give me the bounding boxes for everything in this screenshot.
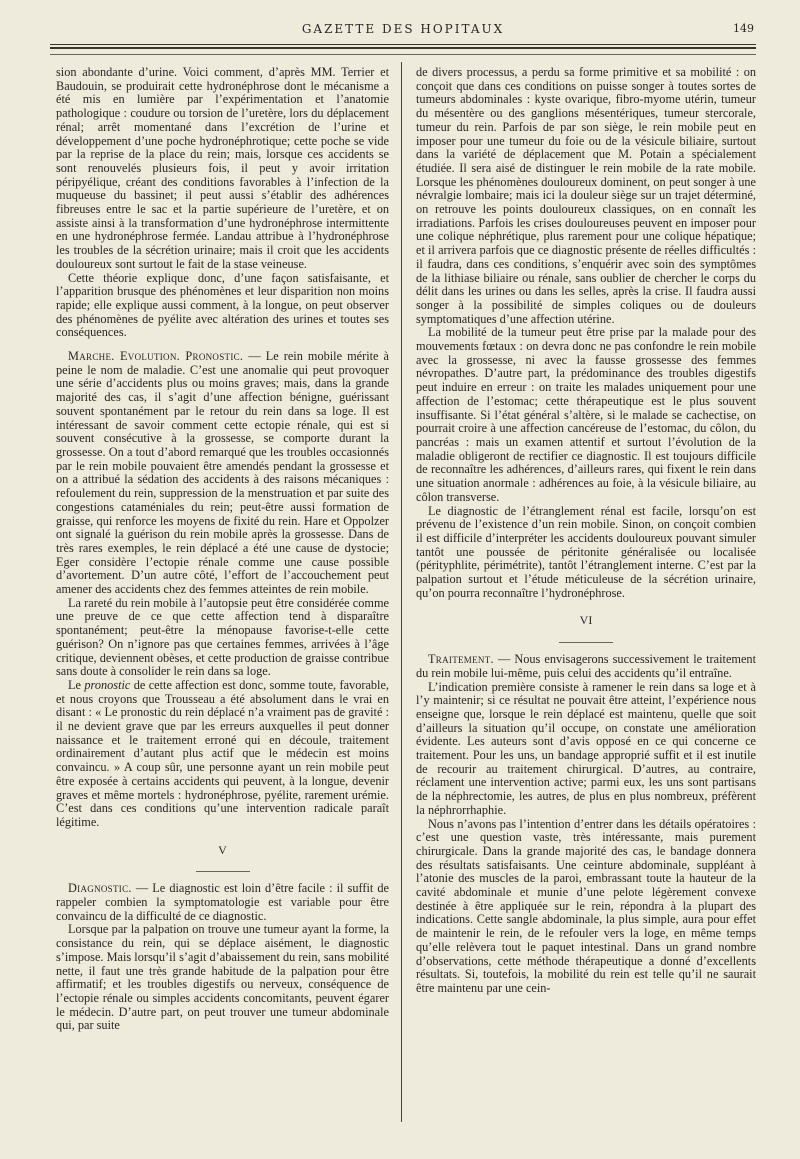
paragraph: sion abondante d’urine. Voici comment, d’après MM. Terrier et Baudouin, se produirait cette hydronéphrose dont le mécanisme a été mis en lumière par l’expérimentation et l’anatomie pathologique : coudure ou torsion de l’uretère, lors du déplacement rénal; arrêt momentané dans l’excrétion de l’urine et développement d’une poche hydronéphrotique; cette poche se vide par la reprise de la place du rein; mais, lorsque ces accidents se sont renouvelés plusieurs fois, il peut y avoir irritation péripyélique, créant des conditions favorables à l’infection de la muqueuse du bassinet; il peut aussi s’établir des adhérences fibreuses entre le sac et la partie supérieure de l’uretère, et on assiste ainsi à la transformation d’une hydronéphrose intermittente en une hydronéphrose fermée. Landau attribue à l’hydronéphrose les troubles de la sécrétion urinaire; mais il croit que les accidents douloureux sont surtout le fait de la stase veineuse. bbox=[56, 65, 389, 271]
section-heading-traitement: Traitement. bbox=[428, 652, 494, 667]
paragraph: Le diagnostic de l’étranglement rénal est facile, lorsqu’on est prévenu de l’existence d’un rein mobile. Sinon, on conçoit combien il est difficile d’interpréter les accidents douloureux pouvant simuler tantôt une poussée de péritonite généralisée ou localisée (pérityphlite, périmétrite), tantôt l’étranglement interne. C’est par la palpation surtout et l’étude méticuleuse de la sécrétion urinaire, qu’on pourra reconnaître l’hydronéphrose. bbox=[416, 503, 756, 600]
header-rule bbox=[50, 44, 756, 49]
paragraph: La mobilité de la tumeur peut être prise par la malade pour des mouvements fœtaux : on devra donc ne pas confondre le rein mobile avec la grossesse, ni avec la fausse grossesse des femmes névropathes. D’autre part, la prédominance des troubles digestifs peut induire en erreur : on traite les malades uniquement pour une affection de l’estomac; cette thérapeutique est le plus souvent insuffisante. Si l’état général s’altère, si le malade se cachectise, on pourrait croire à une affection cancéreuse de l’estomac, du côlon, du pancréas : mais un examen attentif et surtout l’évolution de la maladie obligeront de rectifier ce diagnostic. Il est toujours difficile de reconnaître les adhérences, d’ailleurs rares, qui fixent le rein dans une situation anormale : adhérences au foie, à la vésicule biliaire, au côlon transverse. bbox=[416, 325, 756, 504]
paragraph: La rareté du rein mobile à l’autopsie peut être considérée comme une preuve de ce que cette affection tend à disparaître spontanément; peut-être la ménopause favorise-t-elle cette guérison? On n’ignore pas que certaines femmes, arrivées à l’âge critique, deviennent obèses, et cette production de graisse contribue sans doute à consolider le rein dans sa loge. bbox=[56, 595, 389, 679]
section-rule bbox=[196, 871, 250, 872]
paragraph-diagnostic bbox=[56, 882, 389, 923]
paragraph-lead: Le bbox=[68, 677, 85, 692]
right-column bbox=[416, 66, 756, 996]
paragraph-text: — Le rein mobile mérite à peine le nom de maladie. C’est une anomalie qui peut provoquer une série d’accidents plus ou moins graves; mais, dans la grande majorité des cas, il s’agit d’une affection bénigne, guérissant souvent spontanément par le retour du rein dans sa loge. Il est intéressant de savoir comment cette ectopie rénale, qui est si souvent consécutive à la grossesse, se comporte durant la grossesse. On a tout d’abord remarqué que les troubles occasionnés par le rein mobile pouvaient être amendés pendant la grossesse et on a attribué la sédation des accidents à des raisons mécaniques : refoulement du rein, suppression de la menstruation et par suite des congestions cataméniales du rein; peut-être aussi formation de graisse, qui renforce les moyens de fixité du rein. Hare et Oppolzer ont signalé la guérison du rein mobile après la grossesse. Dans de très rares exemples, le rein déplacé a été une cause de dystocie; Eger considère l’ectopie rénale comme une cause possible d’avortement. D’un autre côté, l’effort de l’accouchement peut amener des accidents chez des femmes atteintes de rein mobile. bbox=[56, 349, 389, 597]
paragraph-pronostic bbox=[56, 679, 389, 830]
paragraph: Cette théorie explique donc, d’une façon satisfaisante, et l’apparition brusque des phénomènes et leur disparition non moins rapide; elle explique aussi comment, à la longue, on peut observer des phénomènes de pyélite avec altération des urines et toutes ses conséquences. bbox=[56, 270, 389, 340]
paragraph-text: — Le diagnostic est loin d’être facile : il suffit de rappeler combien la symptomatologie est variable pour être convaincu de la difficulté de ce diagnostic. bbox=[56, 881, 389, 923]
paragraph-marche bbox=[56, 350, 389, 597]
section-number-v: V bbox=[218, 842, 227, 857]
journal-title: GAZETTE DES HOPITAUX bbox=[301, 22, 505, 36]
page-header bbox=[50, 22, 756, 42]
emphasis-pronostic: pronostic bbox=[84, 677, 131, 692]
page-number: 149 bbox=[733, 22, 754, 35]
paragraph: Lorsque par la palpation on trouve une tumeur ayant la forme, la consistance du rein, qui se déplace aisément, le diagnostic s’impose. Mais lorsqu’il s’agit d’abaissement du rein, sans mobilité nette, il faut une très grande habitude de la palpation pour être affirmatif; et les troubles digestifs ou nerveux, conséquence de l’ectopie rénale ou simples accidents concomitants, peuvent égarer le médecin. D’autre part, on peut trouver une tumeur abdominale qui, par suite bbox=[56, 922, 389, 1033]
paragraph: Nous n’avons pas l’intention d’entrer dans les détails opératoires : c’est une question vaste, très intéressante, mais purement chirurgicale. Dans la grande majorité des cas, le bandage donnera des résultats satisfaisants. Une ceinture abdominale, suppléant à l’atonie des muscles de la paroi, embrassant toute la hauteur de la cavité abdominale et munie d’une pelote légèrement convexe destinée à être appliquée sur le rein, répondra à la plupart des indications. Cette sangle abdominale, la plus simple, aura pour effet de maintenir le rein, de le refouler vers la loge, en même temps qu’elle relèvera tout le paquet intestinal. Dans un grand nombre d’observations, cette méthode thérapeutique a donné d’excellents résultats. Si, toutefois, la mobilité du rein est telle qu’il ne saurait être maintenu par une cein- bbox=[416, 816, 756, 995]
paragraph: de divers processus, a perdu sa forme primitive et sa mobilité : on conçoit que dans ces conditions on puisse songer à toutes sortes de tumeurs abdominales : kyste ovarique, fibro-myome utérin, tumeur du mésentère ou des ganglions mésentériques, tumeur stercorale, tumeur du rein. Parfois de par son siège, le rein mobile peut en imposer pour une tumeur du foie ou de la vésicule biliaire, surtout dans la variété de déplacement que M. Potain a spécialement étudiée. Il sera aisé de distinguer le rein mobile de la rate mobile. Lorsque les phénomènes douloureux dominent, on peut songer à une névralgie lombaire; mais ici la douleur siège sur un trajet déterminé, on retrouve les points douloureux classiques, on en connaît les irradiations. Parfois les crises douloureuses peuvent en imposer pour une colique néphrétique, plus rarement pour une colique hépatique; et il arrivera parfois que ce diagnostic présente de réelles difficultés : il faudra, dans ces conditions, s’enquérir avec soin des symptômes de la lithiase biliaire ou rénale, sans oublier de chercher le corps du délit dans les urines ou dans les selles, après la crise. Il faudra aussi songer à la possibilité de simples coliques ou de douleurs symptomatiques d’une affection utérine. bbox=[416, 65, 756, 326]
column-divider bbox=[401, 62, 402, 1122]
left-column bbox=[56, 66, 389, 1033]
paragraph: L’indication première consiste à ramener le rein dans sa loge et à l’y maintenir; si ce résultat ne pouvait être atteint, l’expérience nous enseigne que, lorsque le rein déplacé est maintenu, quelle que soit d’ailleurs la situation qu’il occupe, on constate une amélioration évidente. Les auteurs sont d’avis opposé en ce qui concerne ce traitement. Pour les uns, un bandage approprié suffit et il est inutile de recourir au traitement chirurgical. D’autres, au contraire, réclament une intervention active; parmi eux, les uns sont partisans de la néphrectomie, les autres, de plus en plus nombreux, préfèrent la néphrorrhaphie. bbox=[416, 679, 756, 817]
paragraph-text: de cette affection est donc, somme toute, favorable, et nous croyons que Trousseau a été absolument dans le vrai en disant : « Le pronostic du rein déplacé n’a vraiment pas de gravité : il ne devient grave que par les erreurs auxquelles il peut donner naissance et le traitement erroné qui en découle, traitement ordinairement d’autant plus actif que le médecin est moins convaincu. » A coup sûr, une personne ayant un rein mobile peut être exposée à certains accidents qui peuvent, à la longue, devenir graves et même mortels : hydronéphrose, pyélite, rarement urémie. C’est dans ces conditions qu’une intervention radicale paraît légitime. bbox=[56, 677, 390, 829]
section-number-vi: VI bbox=[579, 613, 593, 628]
header-subrule bbox=[50, 54, 756, 55]
section-heading-diagnostic: Diagnostic. bbox=[68, 881, 132, 896]
section-heading-marche: Marche. Evolution. Pronostic. bbox=[68, 349, 244, 364]
section-rule bbox=[559, 642, 613, 643]
paragraph-traitement bbox=[416, 653, 756, 680]
paragraph-text: — Nous envisagerons successivement le traitement du rein mobile lui-même, puis celui des accidents qu’il entraîne. bbox=[416, 652, 756, 680]
